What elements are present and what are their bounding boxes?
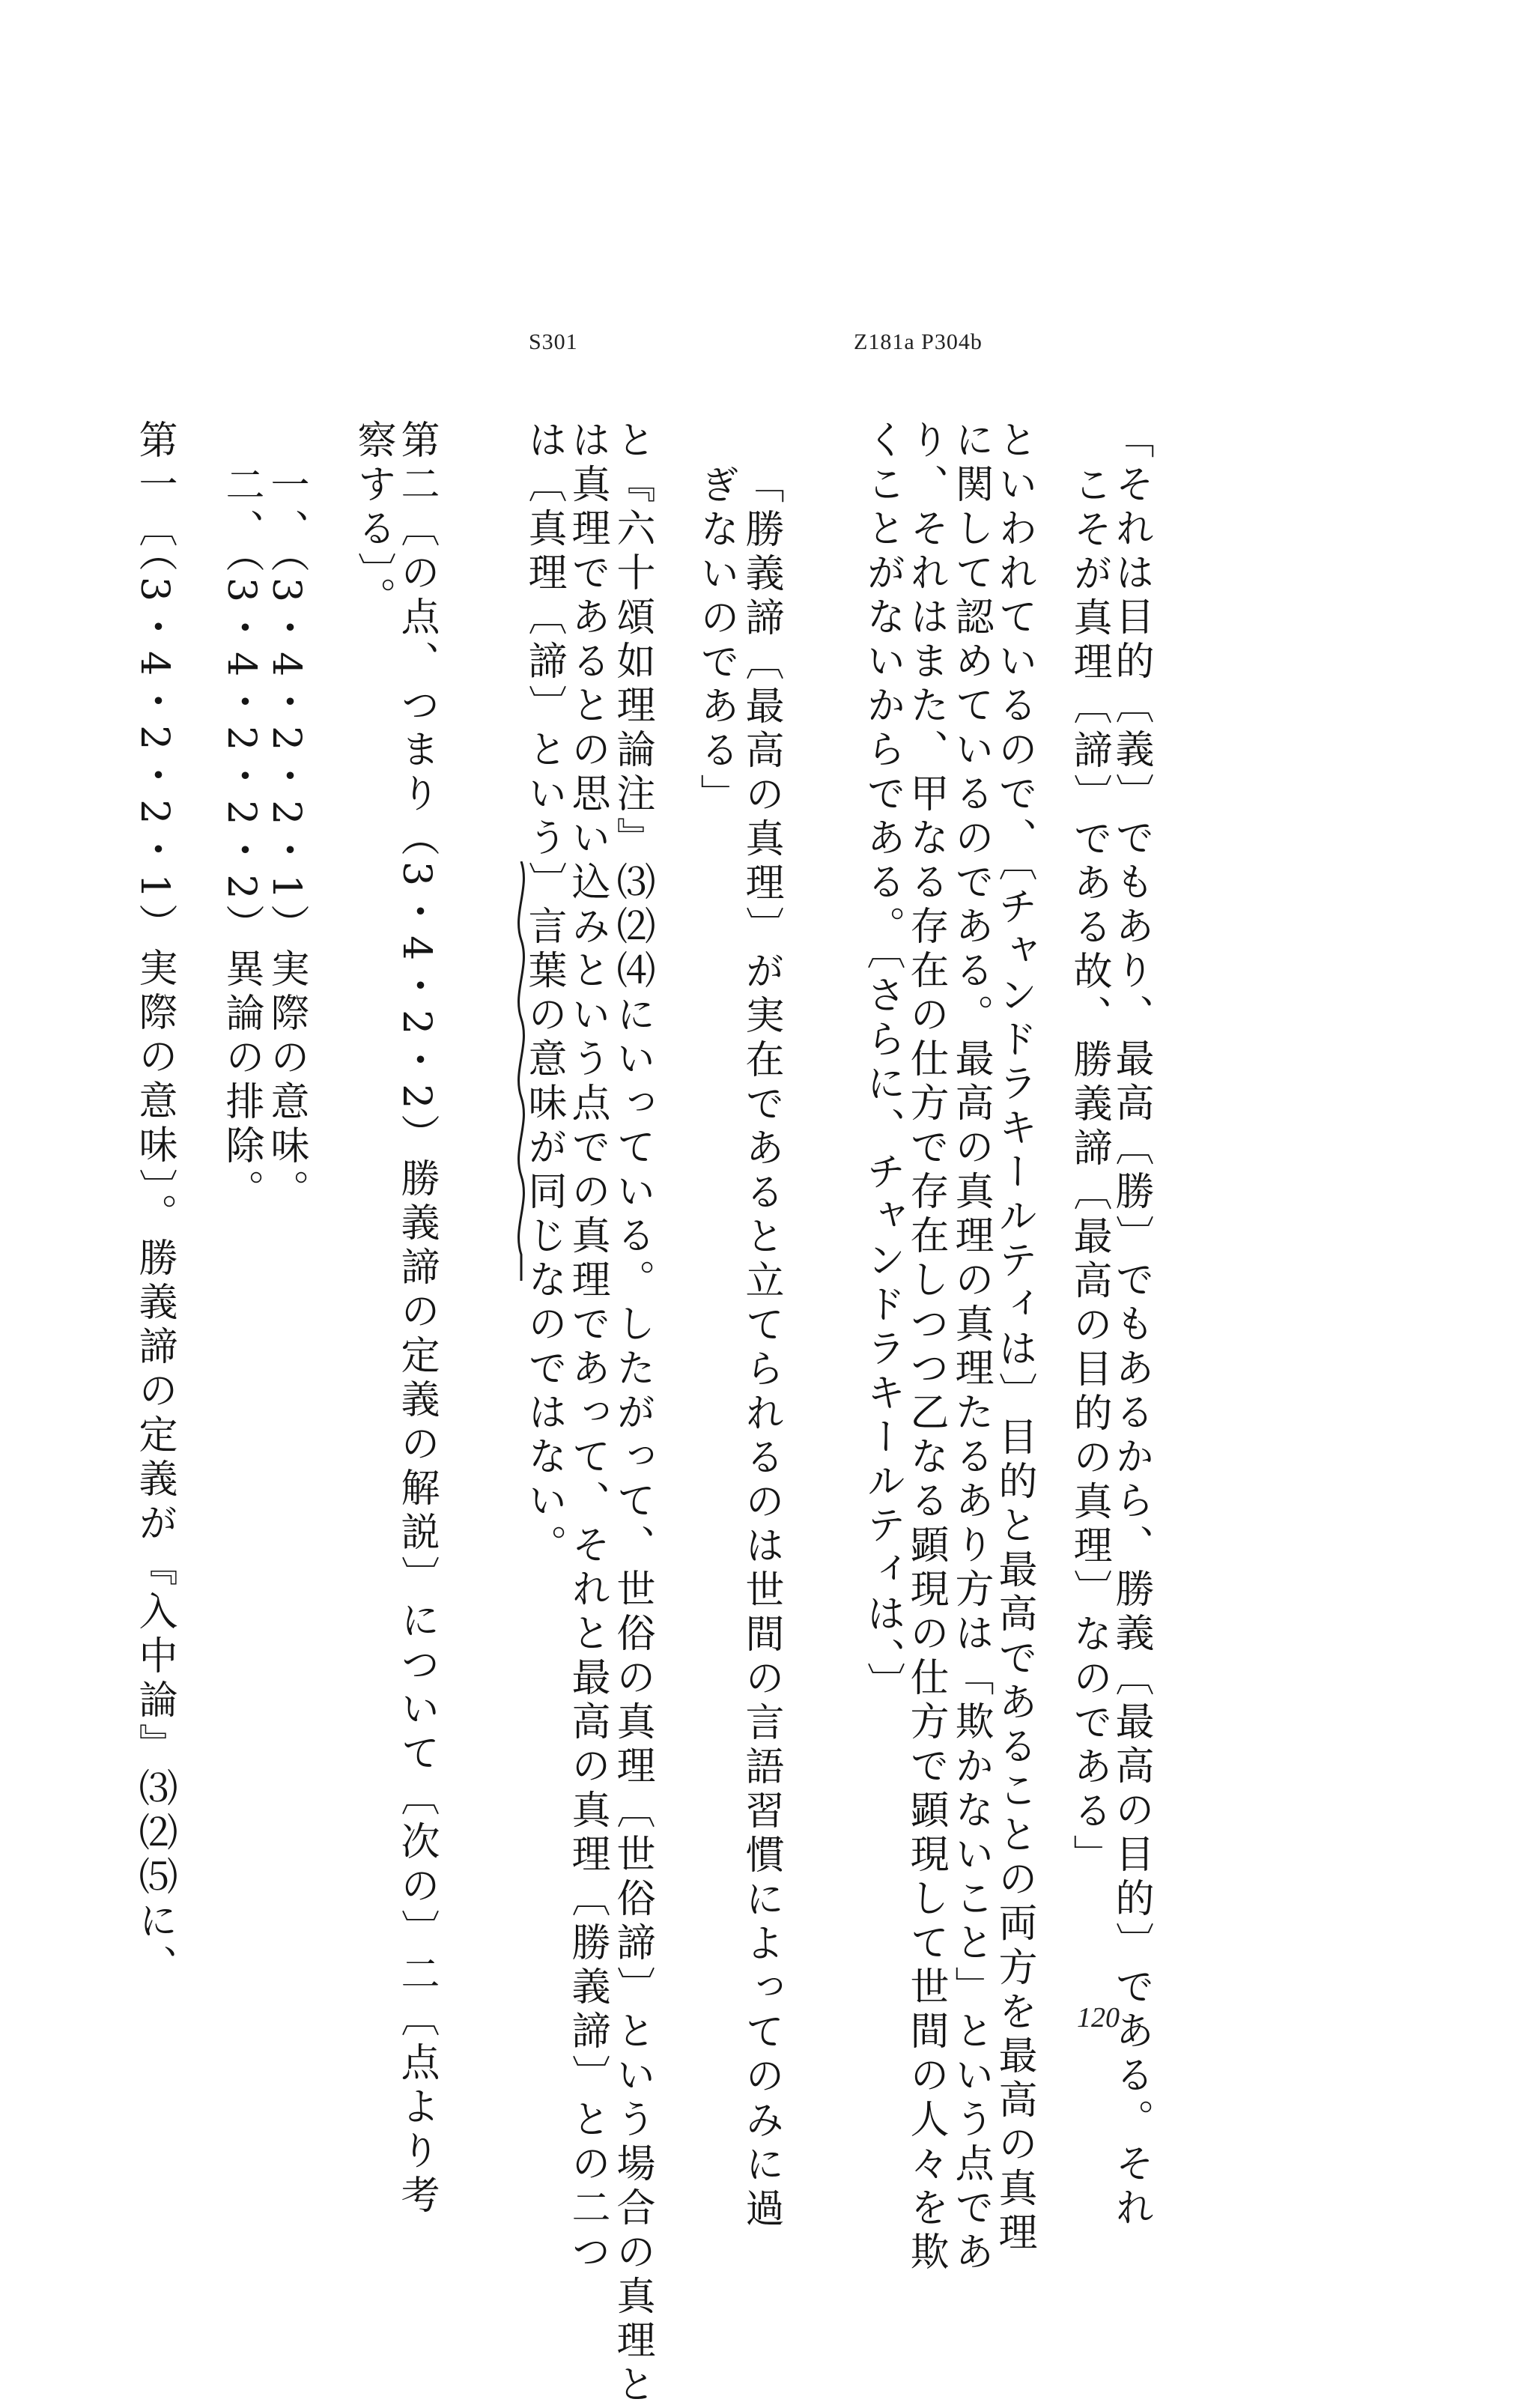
reference-marker-z181a: Z181a P304b — [854, 330, 983, 354]
text-line-11: は〔真理〔諦〕という〕言葉の意味が同じなのではない。 — [521, 419, 566, 1568]
text-line-6: くことがないからである。〔さらに、チャンドラキールティは、〕 — [860, 419, 905, 1706]
text-line-12: 第二〔の点、つまり（3・4・2・2）勝義諦の定義の解説〕について〔次の〕二〔点より考 — [394, 419, 439, 2219]
wavy-underline-mark — [506, 861, 536, 1281]
text-line-7: 「勝義諦〔最高の真理〕が実在であると立てられるのは世間の言語習慣によってのみに過 — [738, 464, 783, 2232]
text-line-14: 一、（3・4・2・2・1）実際の意味。 — [264, 464, 309, 1214]
text-line-10: は真理であるとの思い込みという点での真理であって、それと最高の真理〔勝義諦〕との二つ — [565, 419, 610, 2275]
text-line-1: 「それは目的〔義〕でもあり、最高〔勝〕でもあるから、勝義〔最高の目的〕である。それ — [1108, 419, 1153, 2231]
text-line-8: ぎないのである」 — [693, 464, 738, 818]
text-line-4: に関して認めているのである。最高の真理の真理たるあり方は「欺かないこと」という点であ — [948, 419, 993, 2275]
text-line-5: り、それはまた、甲なる存在の仕方で存在しつつ乙なる顕現の仕方で顕現して世間の人々を欺 — [903, 419, 948, 2275]
text-line-16: 第一〔（3・4・2・2・1）実際の意味〕。勝義諦の定義が『入中論』⑶⑵⑸に、 — [132, 419, 177, 1989]
text-line-13: 察する〕。 — [350, 419, 395, 621]
text-line-15: 二、（3・4・2・2・2）異論の排除。 — [219, 464, 264, 1214]
text-line-9: と『六十頌如理論注』⑶⑵⑷にいっている。したがって、世俗の真理〔世俗諦〕という場合の真理と — [610, 419, 655, 2408]
page-number: 120 — [1077, 2002, 1120, 2034]
reference-marker-s301: S301 — [529, 330, 578, 354]
text-line-2: こそが真理〔諦〕である故、勝義諦〔最高の目的の真理〕なのである」 — [1066, 464, 1111, 1878]
text-line-3: といわれているので、〔チャンドラキールティは〕目的と最高であることの両方を最高の真理 — [992, 419, 1036, 2256]
